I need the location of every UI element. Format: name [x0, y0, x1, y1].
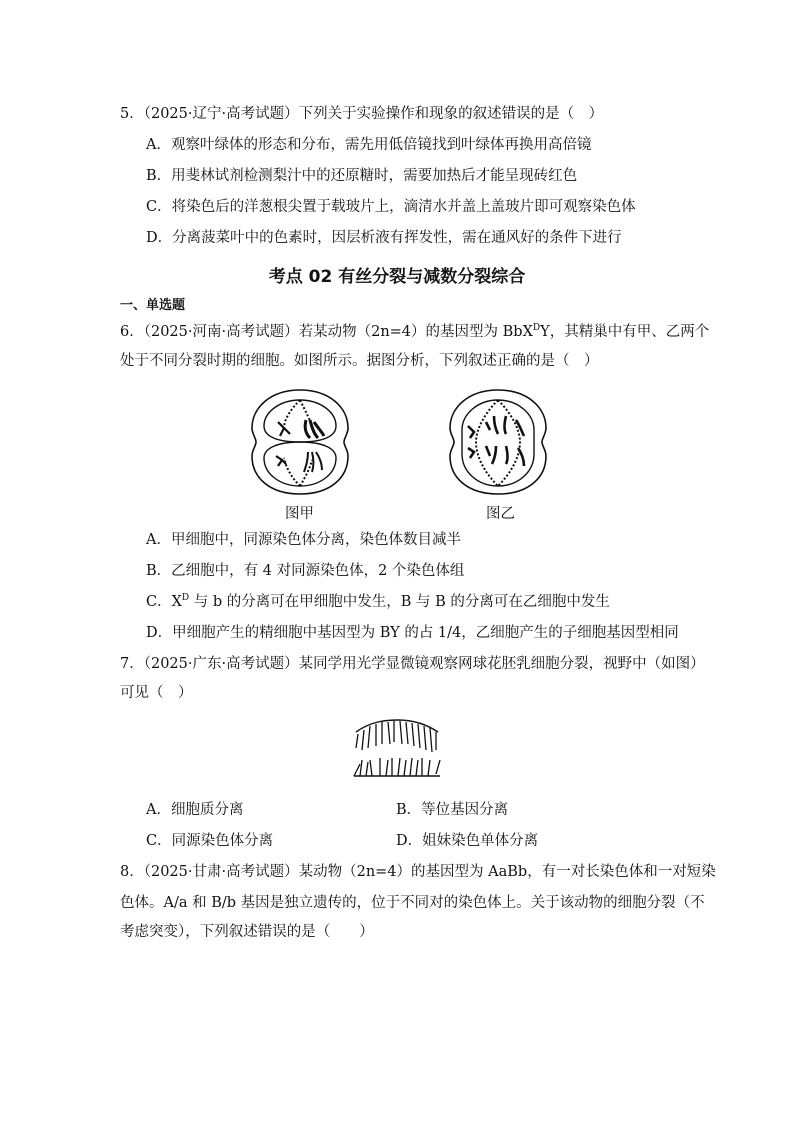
- q7-option-d: D．姐妹染色单体分离: [396, 833, 539, 849]
- q6-option-c: C．$X^D$ 与 b 的分离可在甲细胞中发生，B 与 B 的分离可在乙细胞中发生: [146, 593, 610, 610]
- q5-option-d: D．分离菠菜叶中的色素时，因层析液有挥发性，需在通风好的条件下进行: [146, 230, 622, 246]
- figure-cell-b: [442, 386, 554, 498]
- figure-anaphase-sketch: [350, 714, 444, 782]
- q7-stem-line2: 可见（ ）: [120, 685, 193, 701]
- q5-stem: 5．（2025·辽宁·高考试题）下列关于实验操作和现象的叙述错误的是（ ）: [120, 106, 604, 122]
- q6-option-b: B．乙细胞中，有 4 对同源染色体，2 个染色体组: [146, 563, 465, 579]
- fig-a-caption: 图甲: [285, 506, 314, 522]
- q6-option-a: A．甲细胞中，同源染色体分离，染色体数目减半: [146, 532, 461, 548]
- q7-option-b: B．等位基因分离: [396, 802, 509, 818]
- q6-stem-line2: 处于不同分裂时期的细胞。如图所示。据图分析，下列叙述正确的是（ ）: [120, 353, 599, 369]
- q5-option-b: B．用斐林试剂检测梨汁中的还原糖时，需要加热后才能呈现砖红色: [146, 168, 578, 184]
- q8-stem-line3: 考虑突变），下列叙述错误的是（ ）: [120, 924, 374, 940]
- q7-stem-line1: 7．（2025·广东·高考试题）某同学用光学显微镜观察网球花胚乳细胞分裂，视野中（如图）: [120, 656, 705, 672]
- q6-option-d: D．甲细胞产生的精细胞中基因型为 BY 的占 1/4，乙细胞产生的子细胞基因型相同: [146, 625, 679, 641]
- fig-b-caption: 图乙: [486, 506, 515, 522]
- q8-stem-line2: 色体。A/a 和 B/b 基因是独立遗传的，位于不同对的染色体上。关于该动物的细胞分裂（不: [120, 895, 705, 911]
- q8-stem-line1: 8．（2025·甘肃·高考试题）某动物（2n=4）的基因型为 AaBb，有一对长染色体和一对短染: [120, 864, 716, 880]
- q6-stem-line1: 6．（2025·河南·高考试题）若某动物（2n=4）的基因型为 BbX$^D$Y，其精巢中有甲、乙两个: [120, 323, 710, 340]
- q5-option-c: C．将染色后的洋葱根尖置于载玻片上，滴清水并盖上盖玻片即可观察染色体: [146, 199, 636, 215]
- q5-option-a: A．观察叶绿体的形态和分布，需先用低倍镜找到叶绿体再换用高倍镜: [146, 137, 592, 153]
- q7-option-a: A．细胞质分离: [146, 802, 244, 818]
- section-subtitle: 一、单选题: [120, 298, 186, 313]
- figure-cell-a: [244, 386, 356, 498]
- q7-option-c: C．同源染色体分离: [146, 833, 274, 849]
- section-title: 考点 02 有丝分裂与减数分裂综合: [268, 267, 526, 287]
